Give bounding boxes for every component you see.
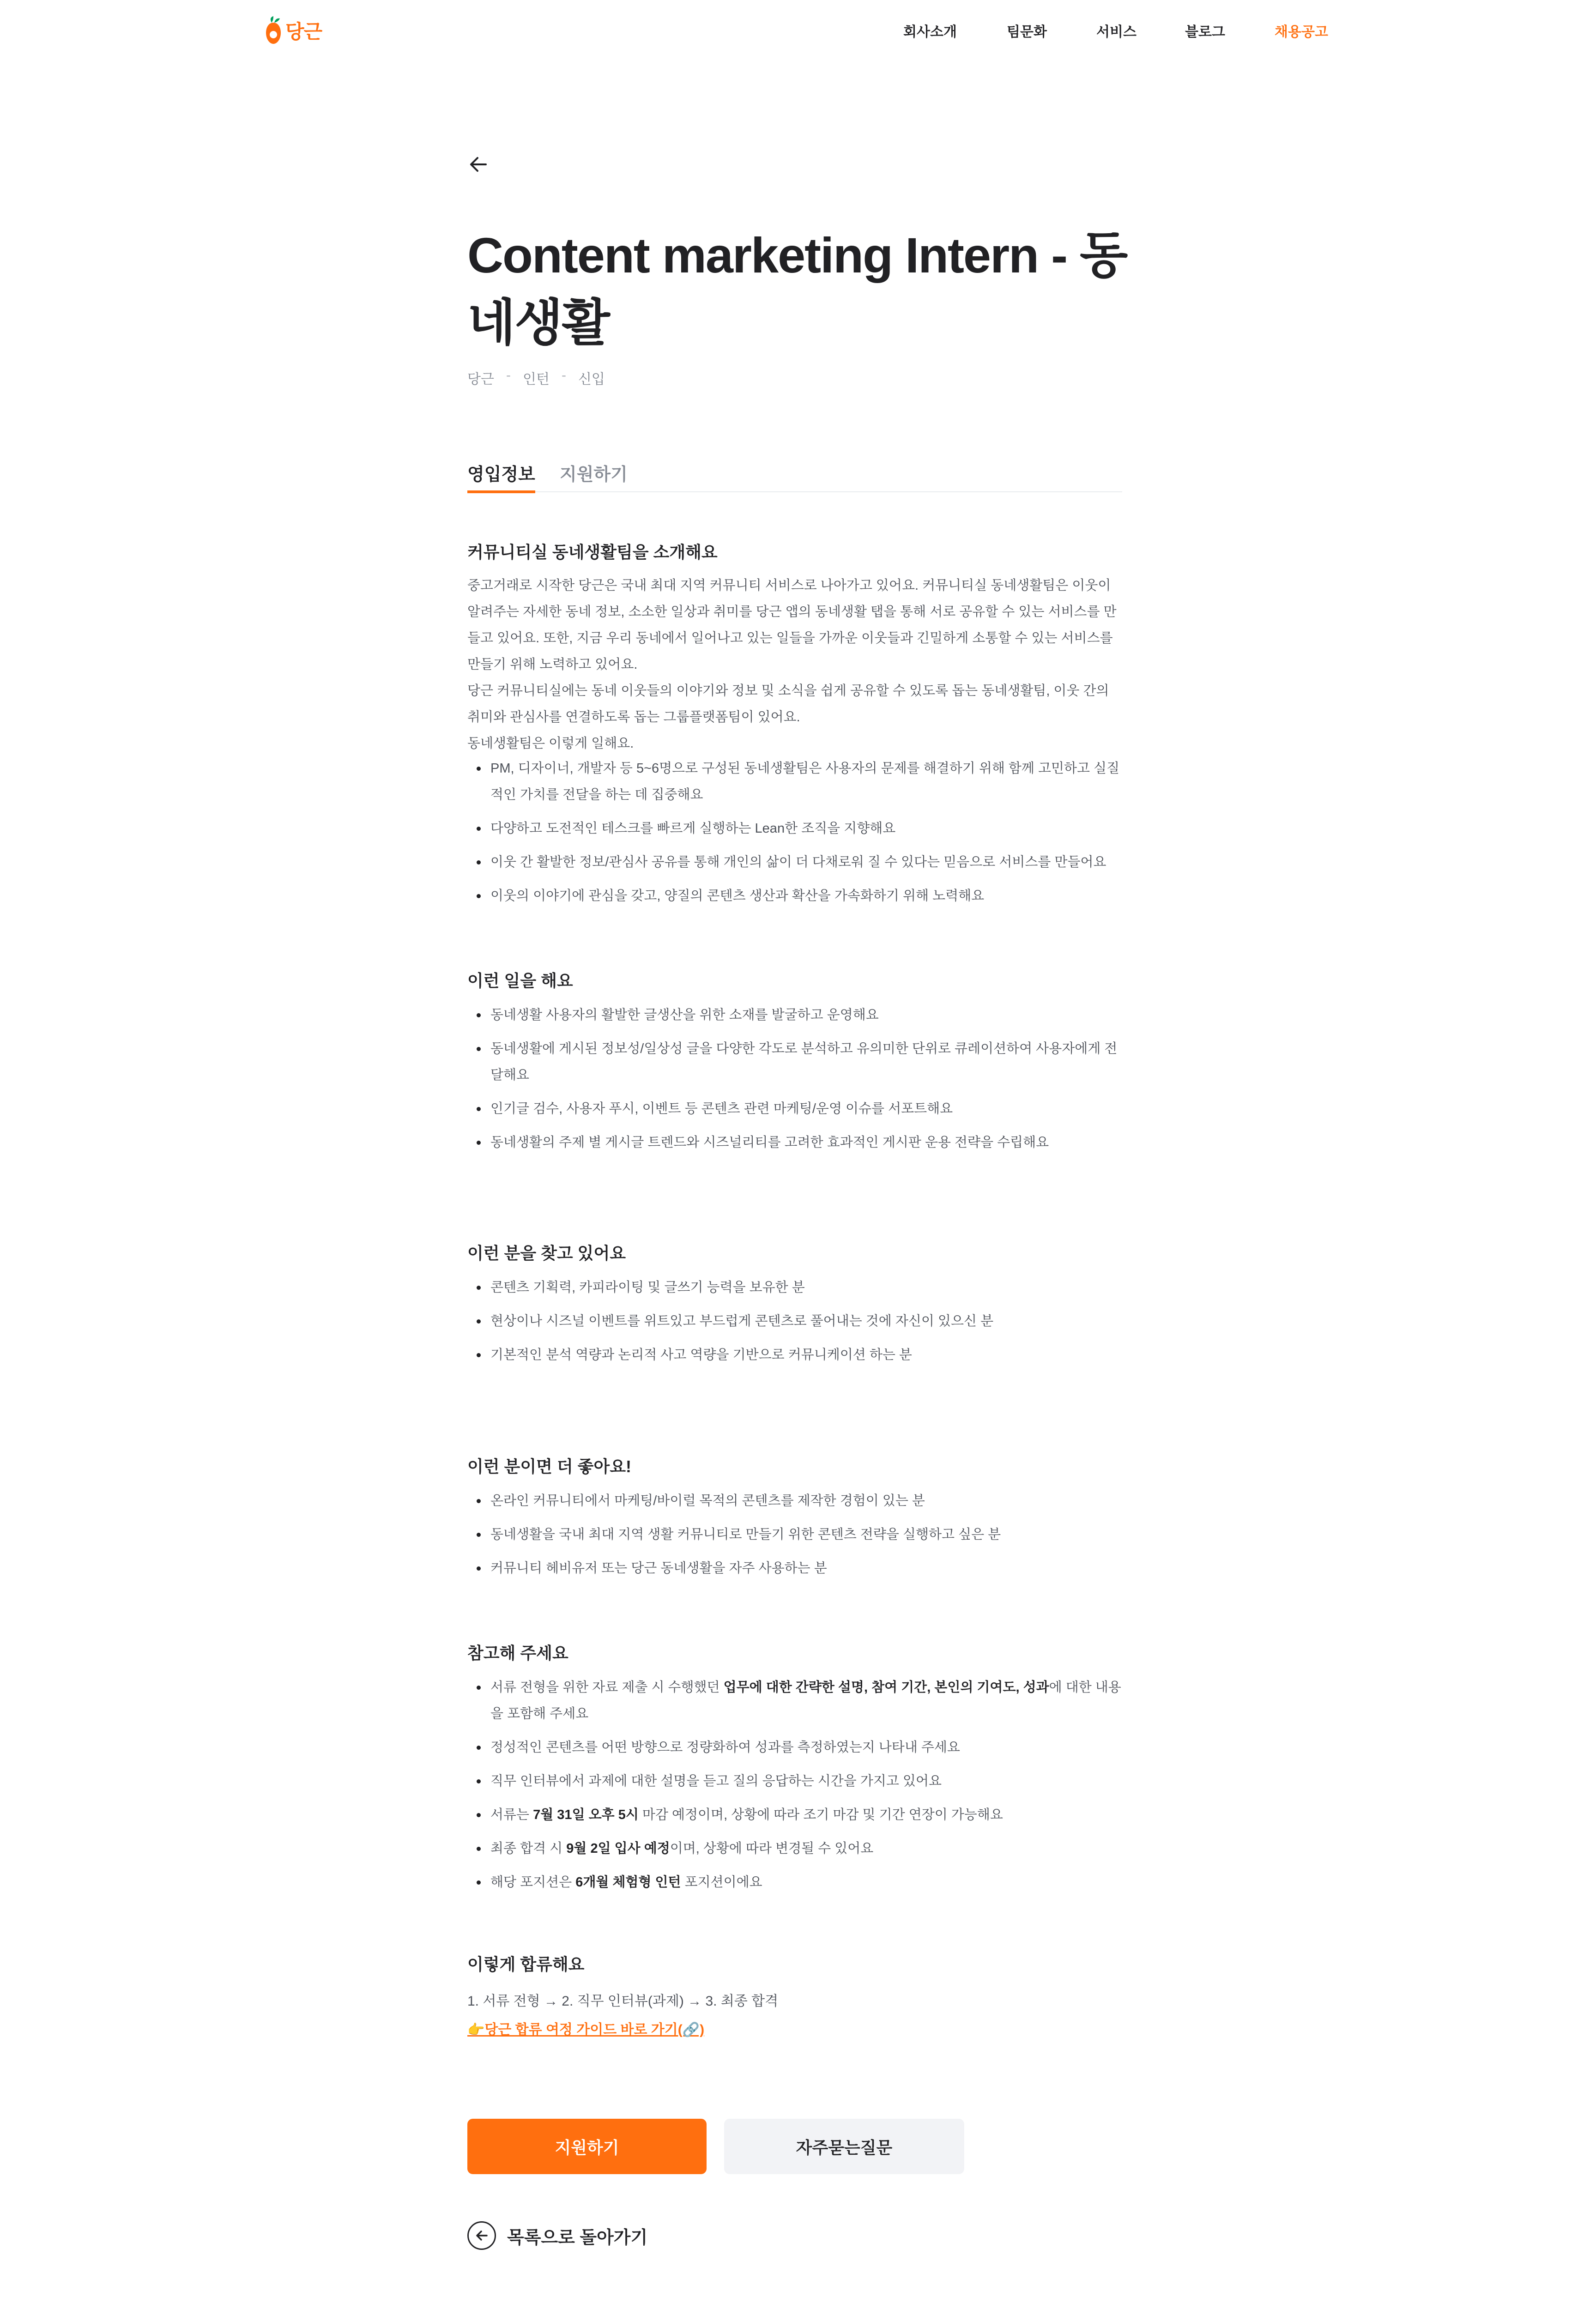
list-item: 다양하고 도전적인 테스크를 빠르게 실행하는 Lean한 조직을 지향해요 xyxy=(467,816,1123,842)
job-title: Content marketing Intern - 동네생활 xyxy=(467,227,1127,351)
meta-type: 인턴 xyxy=(522,372,550,387)
section-title-work: 이런 일을 해요 xyxy=(467,971,573,990)
section-title-process: 이렇게 합류해요 xyxy=(467,1955,585,1974)
list-item: 현상이나 시즈널 이벤트를 위트있고 부드럽게 콘텐츠로 풀어내는 것에 자신이 있으신 분 xyxy=(467,1308,1123,1335)
preferred-list xyxy=(467,1488,1123,1589)
tab-bar xyxy=(467,460,1122,492)
list-item: 인기글 검수, 사용자 푸시, 이벤트 등 콘텐츠 관련 마케팅/운영 이슈를 서포트해요 xyxy=(467,1096,1123,1122)
intro-paragraph: 동네생활팀은 이렇게 일해요. xyxy=(467,736,634,751)
meta-separator: - xyxy=(561,368,566,383)
list-item: 콘텐츠 기획력, 카피라이팅 및 글쓰기 능력을 보유한 분 xyxy=(467,1275,1123,1301)
looking-list xyxy=(467,1275,1123,1376)
site-header xyxy=(0,0,1596,65)
back-to-list-label: 목록으로 돌아가기 xyxy=(507,2228,648,2248)
nav-company[interactable]: 회사소개 xyxy=(903,24,957,40)
intro-paragraph: 중고거래로 시작한 당근은 국내 최대 지역 커뮤니티 서비스로 나아가고 있어요. 커뮤니티실 동네생활팀은 이웃이 알려주는 자세한 동네 정보, 소소한 일상과 취미를 당근 앱의 동네생활 탭을 통해 서로 공유할 수 있는 서비스를 만들고 있어요. 또한, 지금 우리 동네에서 일어나고 있는 일들을 가까운 이웃들과 긴밀하게 소통할 수 있는 서비스를 만들기 위해 노력하고 있어요. xyxy=(467,578,1117,672)
nav-culture[interactable]: 팀문화 xyxy=(1007,24,1047,40)
list-item: 동네생활을 국내 최대 지역 생활 커뮤니티로 만들기 위한 콘텐츠 전략을 실행하고 싶은 분 xyxy=(467,1522,1123,1548)
section-title-notes: 참고해 주세요 xyxy=(467,1644,568,1662)
list-item: PM, 디자이너, 개발자 등 5~6명으로 구성된 동네생활팀은 사용자의 문제를 해결하기 위해 함께 고민하고 실질적인 가치를 전달을 하는 데 집중해요 xyxy=(467,756,1123,808)
list-item: 커뮤니티 헤비유저 또는 당근 동네생활을 자주 사용하는 분 xyxy=(467,1555,1123,1582)
list-item: 해당 포지션은 6개월 체험형 인턴 포지션이에요 xyxy=(467,1869,1123,1896)
faq-button[interactable]: 자주묻는질문 xyxy=(724,2119,964,2174)
list-item: 직무 인터뷰에서 과제에 대한 설명을 듣고 질의 응답하는 시간을 가지고 있어요 xyxy=(467,1768,1123,1795)
back-arrow-icon[interactable] xyxy=(466,152,490,176)
list-item: 동네생활의 주제 별 게시글 트렌드와 시즈널리티를 고려한 효과적인 게시판 운용 전략을 수립해요 xyxy=(467,1130,1123,1156)
back-to-list-button[interactable] xyxy=(467,2221,647,2250)
main-nav xyxy=(0,20,1596,41)
apply-button[interactable]: 지원하기 xyxy=(467,2119,707,2174)
work-list xyxy=(467,1002,1123,1163)
logo-text: 당근 xyxy=(285,21,322,42)
list-item: 서류는 7월 31일 오후 5시 마감 예정이며, 상황에 따라 조기 마감 및 기간 연장이 가능해요 xyxy=(467,1802,1123,1828)
join-guide-link[interactable]: 👉당근 합류 여정 가이드 바로 가기(🔗) xyxy=(467,2022,705,2037)
section-title-preferred: 이런 분이면 더 좋아요! xyxy=(467,1457,631,1476)
tab-job-info[interactable]: 영입정보 xyxy=(467,460,535,485)
job-meta xyxy=(467,368,605,388)
process-steps: 1. 서류 전형 → 2. 직무 인터뷰(과제) → 3. 최종 합격 xyxy=(467,1994,779,2009)
list-item: 서류 전형을 위한 자료 제출 시 수행했던 업무에 대한 간략한 설명, 참여 기간, 본인의 기여도, 성과에 대한 내용을 포함해 주세요 xyxy=(467,1674,1123,1727)
meta-separator: - xyxy=(506,368,511,383)
meta-career: 신입 xyxy=(578,372,605,387)
arrow-left-circle-icon xyxy=(467,2221,496,2250)
notes-list xyxy=(467,1674,1123,1903)
list-item: 기본적인 분석 역량과 논리적 사고 역량을 기반으로 커뮤니케이션 하는 분 xyxy=(467,1342,1123,1368)
meta-company: 당근 xyxy=(467,372,494,387)
nav-blog[interactable]: 블로그 xyxy=(1185,24,1225,40)
list-item: 정성적인 콘텐츠를 어떤 방향으로 정량화하여 성과를 측정하였는지 나타내 주세요 xyxy=(467,1735,1123,1761)
nav-service[interactable]: 서비스 xyxy=(1096,24,1137,40)
list-item: 이웃 간 활발한 정보/관심사 공유를 통해 개인의 삶이 더 다채로워 질 수 있다는 믿음으로 서비스를 만들어요 xyxy=(467,849,1123,876)
list-item: 최종 합격 시 9월 2일 입사 예정이며, 상황에 따라 변경될 수 있어요 xyxy=(467,1836,1123,1862)
list-item: 온라인 커뮤니티에서 마케팅/바이럴 목적의 콘텐츠를 제작한 경험이 있는 분 xyxy=(467,1488,1123,1514)
intro-list xyxy=(467,756,1123,917)
intro-paragraph: 당근 커뮤니티실에는 동네 이웃들의 이야기와 정보 및 소식을 쉽게 공유할 수 있도록 돕는 동네생활팀, 이웃 간의 취미와 관심사를 연결하도록 돕는 그룹플랫폼팀이 있어요. xyxy=(467,683,1109,725)
list-item: 동네생활 사용자의 활발한 글생산을 위한 소재를 발굴하고 운영해요 xyxy=(467,1002,1123,1028)
nav-jobs[interactable]: 채용공고 xyxy=(1275,24,1328,40)
list-item: 동네생활에 게시된 정보성/일상성 글을 다양한 각도로 분석하고 유의미한 단위로 큐레이션하여 사용자에게 전달해요 xyxy=(467,1036,1123,1088)
intro-paragraphs xyxy=(467,573,1123,757)
section-title-looking: 이런 분을 찾고 있어요 xyxy=(467,1244,626,1263)
tab-apply[interactable]: 지원하기 xyxy=(560,465,628,484)
list-item: 이웃의 이야기에 관심을 갖고, 양질의 콘텐츠 생산과 확산을 가속화하기 위해 노력해요 xyxy=(467,883,1123,909)
section-title-intro: 커뮤니티실 동네생활팀을 소개해요 xyxy=(467,543,718,562)
